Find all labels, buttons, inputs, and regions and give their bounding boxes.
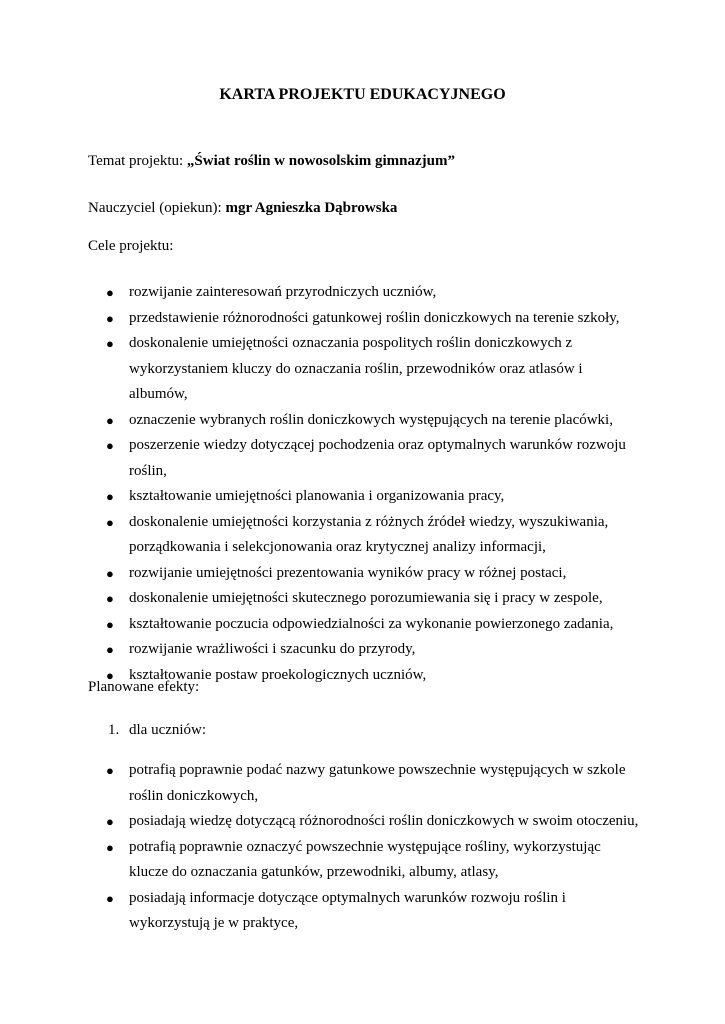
bullet-icon: ● <box>106 667 114 683</box>
effects-group-list <box>88 718 643 744</box>
list-item: ● kształtowanie postaw proekologicznych uczniów, <box>88 663 643 689</box>
list-item: ● rozwijanie umiejętności prezentowania wyników pracy w różnej postaci, <box>88 561 643 587</box>
bullet-icon: ● <box>106 565 114 581</box>
project-teacher-label: Nauczyciel (opiekun): <box>88 200 226 216</box>
list-item: ● posiadają informacje dotyczące optymalnych warunków rozwoju roślin i wykorzystują je w praktyce, <box>88 886 643 937</box>
list-item: ● kształtowanie poczucia odpowiedzialności za wykonanie powierzonego zadania, <box>88 612 643 638</box>
list-item: ● rozwijanie zainteresowań przyrodniczych uczniów, <box>88 280 643 306</box>
bullet-icon: ● <box>106 310 114 326</box>
page-title: KARTA PROJEKTU EDUKACYJNEGO <box>219 86 506 103</box>
goals-list <box>88 280 643 688</box>
effects-group-label: dla uczniów: <box>129 722 207 738</box>
bullet-icon: ● <box>106 814 114 829</box>
bullet-icon: ● <box>106 514 114 530</box>
bullet-icon: ● <box>106 642 114 657</box>
list-item: ● doskonalenie umiejętności oznaczania pospolitych roślin doniczkowych z wykorzystaniem kluczy do oznaczania roślin, przewodników oraz atlasów i albumów, <box>88 331 643 408</box>
bullet-icon: ● <box>106 412 114 428</box>
list-item: ● kształtowanie umiejętności planowania i organizowania pracy, <box>88 484 643 510</box>
bullet-icon: ● <box>106 591 114 606</box>
bullet-icon: ● <box>106 489 114 504</box>
list-number: 1. <box>108 722 120 738</box>
bullet-icon: ● <box>106 438 114 453</box>
list-item: ● rozwijanie wrażliwości i szacunku do przyrody, <box>88 637 643 663</box>
bullet-icon: ● <box>106 763 114 778</box>
list-item: ● poszerzenie wiedzy dotyczącej pochodzenia oraz optymalnych warunków rozwoju roślin, <box>88 433 643 484</box>
list-item: ● oznaczenie wybranych roślin doniczkowych występujących na terenie placówki, <box>88 408 643 434</box>
project-teacher-value: mgr Agnieszka Dąbrowska <box>225 200 398 216</box>
project-topic-value: „Świat roślin w nowosolskim gimnazjum” <box>186 153 456 169</box>
bullet-icon: ● <box>106 890 114 906</box>
list-item: ● potrafią poprawnie oznaczyć powszechnie występujące rośliny, wykorzystując klucze do oznaczania gatunków, przewodniki, albumy, atlasy, <box>88 835 643 886</box>
list-item: ● potrafią poprawnie podać nazwy gatunkowe powszechnie występujących w szkole roślin doniczkowych, <box>88 758 643 809</box>
bullet-icon: ● <box>106 616 114 632</box>
goals-heading: Cele projektu: <box>88 238 174 254</box>
list-item: ● posiadają wiedzę dotyczącą różnorodności roślin doniczkowych w swoim otoczeniu, <box>88 809 643 835</box>
list-item <box>88 718 643 744</box>
list-item: ● doskonalenie umiejętności skutecznego porozumiewania się i pracy w zespole, <box>88 586 643 612</box>
effects-heading: Planowane efekty: <box>88 679 200 695</box>
list-item: ● doskonalenie umiejętności korzystania z różnych źródeł wiedzy, wyszukiwania, porządkowania i selekcjonowania oraz krytycznej analizy informacji, <box>88 510 643 561</box>
bullet-icon: ● <box>106 285 114 300</box>
project-topic-label: Temat projektu: <box>88 153 187 169</box>
bullet-icon: ● <box>106 839 114 855</box>
effects-list <box>88 758 643 937</box>
list-item: ● przedstawienie różnorodności gatunkowej roślin doniczkowych na terenie szkoły, <box>88 306 643 332</box>
bullet-icon: ● <box>106 336 114 351</box>
project-teacher <box>88 197 397 219</box>
project-topic <box>88 150 455 172</box>
